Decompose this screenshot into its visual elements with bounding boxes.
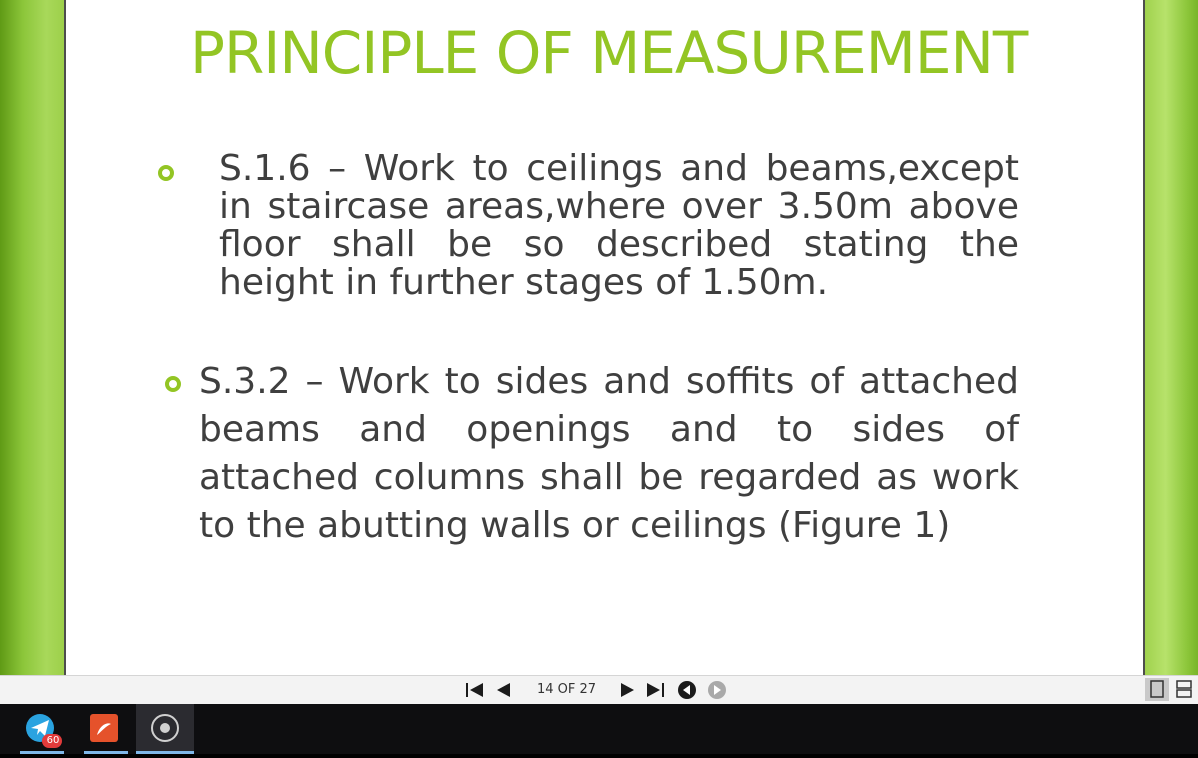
- presentation-navbar: [0, 675, 1198, 704]
- next-page-icon[interactable]: [620, 682, 636, 698]
- slide-title: PRINCIPLE OF MEASUREMENT: [190, 19, 1028, 87]
- forward-circle-icon[interactable]: [708, 681, 726, 699]
- last-page-icon[interactable]: [646, 682, 666, 698]
- single-page-view-icon[interactable]: [1145, 678, 1169, 701]
- first-page-icon[interactable]: [465, 682, 485, 698]
- prev-page-icon[interactable]: [495, 682, 511, 698]
- taskbar: [0, 704, 1198, 754]
- continuous-view-icon[interactable]: [1172, 678, 1196, 701]
- bullet-icon: [165, 376, 181, 392]
- slide-right-border: [1143, 0, 1145, 675]
- bullet-icon: [158, 165, 174, 181]
- back-circle-icon[interactable]: [678, 681, 696, 699]
- bullet-text-1: S.1.6 – Work to ceilings and beams,except in staircase areas,where over 3.50m above floor shall be so described stating the height in further stages of 1.50m.: [219, 148, 1019, 303]
- bullet-text-2: S.3.2 – Work to sides and soffits of attached beams and openings and to sides of attached columns shall be regarded as work to the abutting walls or ceilings (Figure 1): [199, 361, 1019, 546]
- pdf-reader-icon[interactable]: [80, 704, 130, 754]
- slide-right-decoration: [1144, 0, 1198, 675]
- telegram-badge: 60: [46, 735, 60, 746]
- slide-left-decoration: [0, 0, 66, 675]
- telegram-icon[interactable]: [20, 704, 64, 754]
- page-indicator: 14 OF 27: [537, 682, 597, 697]
- slide-canvas: [66, 0, 1143, 675]
- slide-left-border: [64, 0, 66, 675]
- active-app-icon[interactable]: [136, 704, 194, 754]
